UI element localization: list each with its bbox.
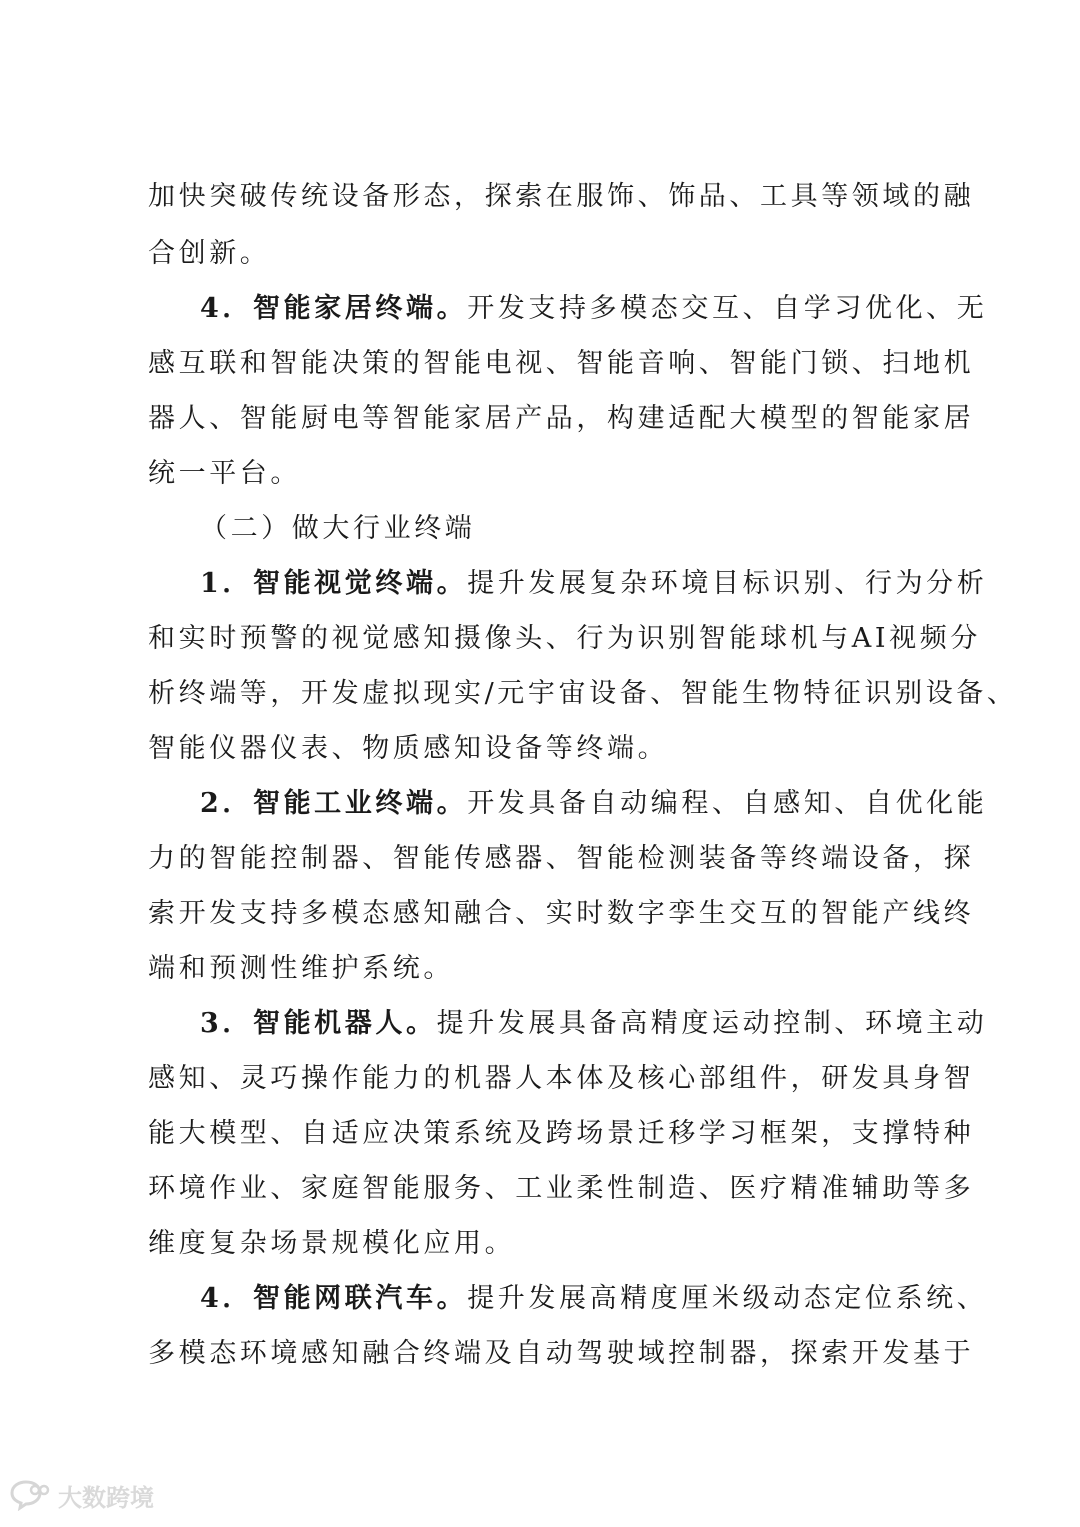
item-text: 提升发展复杂环境目标识别、行为分析 xyxy=(467,568,988,599)
paragraph-line: 加快突破传统设备形态，探索在服饰、饰品、工具等领域的融 xyxy=(148,181,975,212)
paragraph-line: 力的智能控制器、智能传感器、智能检测装备等终端设备，探 xyxy=(148,843,975,874)
paragraph-line: 环境作业、家庭智能服务、工业柔性制造、医疗精准辅助等多 xyxy=(148,1173,975,1204)
paragraph-line: 端和预测性维护系统。 xyxy=(148,953,454,984)
paragraph-line: 析终端等，开发虚拟现实/元宇宙设备、智能生物特征识别设备、 xyxy=(148,678,1018,709)
paragraph-line: 索开发支持多模态感知融合、实时数字孪生交互的智能产线终 xyxy=(148,898,975,929)
watermark xyxy=(8,1478,154,1512)
item-smart-industrial xyxy=(200,785,988,823)
item-smart-vision xyxy=(200,565,988,603)
paragraph-line: 合创新。 xyxy=(148,238,271,269)
paragraph-line: 智能仪器仪表、物质感知设备等终端。 xyxy=(148,733,669,764)
item-text: 开发具备自动编程、自感知、自优化能 xyxy=(467,788,988,819)
item-lead: 2．智能工业终端。 xyxy=(200,788,468,819)
item-text: 提升发展具备高精度运动控制、环境主动 xyxy=(436,1008,988,1039)
paragraph-line: 能大模型、自适应决策系统及跨场景迁移学习框架，支撑特种 xyxy=(148,1118,975,1149)
item-lead: 1．智能视觉终端。 xyxy=(200,568,468,599)
item-text: 提升发展高精度厘米级动态定位系统、 xyxy=(467,1283,988,1314)
chat-bubble-icon xyxy=(8,1479,52,1511)
paragraph-line: 统一平台。 xyxy=(148,458,301,489)
item-lead: 4．智能网联汽车。 xyxy=(200,1283,468,1314)
section-heading: （二）做大行业终端 xyxy=(200,513,476,544)
paragraph-line: 器人、智能厨电等智能家居产品，构建适配大模型的智能家居 xyxy=(148,403,975,434)
paragraph-line: 多模态环境感知融合终端及自动驾驶域控制器，探索开发基于 xyxy=(148,1338,975,1369)
paragraph-line: 维度复杂场景规模化应用。 xyxy=(148,1228,516,1259)
item-lead: 4．智能家居终端。 xyxy=(200,293,468,324)
item-text: 开发支持多模态交互、自学习优化、无 xyxy=(467,293,988,324)
paragraph-line: 感知、灵巧操作能力的机器人本体及核心部组件，研发具身智 xyxy=(148,1063,975,1094)
paragraph-line: 和实时预警的视觉感知摄像头、行为识别智能球机与AI视频分 xyxy=(148,623,981,654)
item-smart-home xyxy=(200,290,988,328)
paragraph-line: 感互联和智能决策的智能电视、智能音响、智能门锁、扫地机 xyxy=(148,348,975,379)
item-lead: 3．智能机器人。 xyxy=(200,1008,437,1039)
watermark-text: 大数跨境 xyxy=(58,1483,154,1512)
item-smart-robot xyxy=(200,1005,988,1043)
item-connected-vehicle xyxy=(200,1280,988,1318)
